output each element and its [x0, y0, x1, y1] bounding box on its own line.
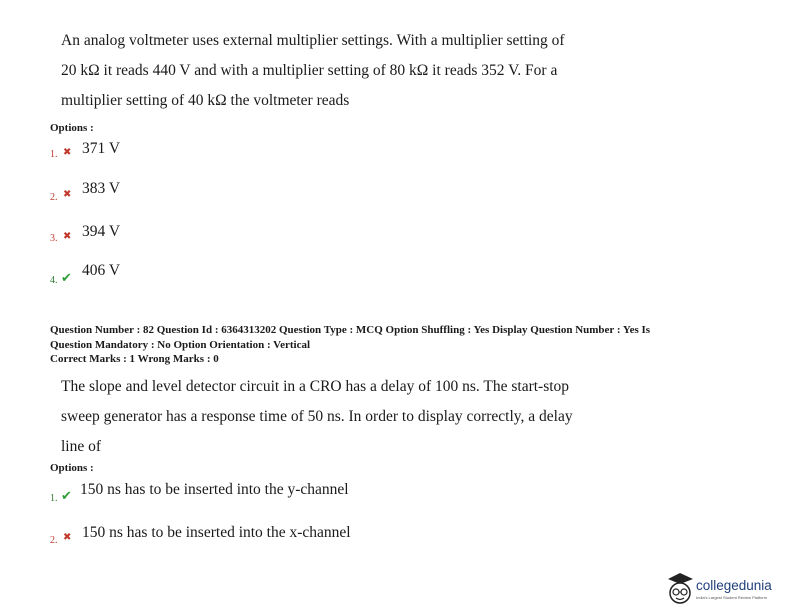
question-line: line of: [61, 438, 102, 455]
options-label: Options :: [50, 462, 94, 474]
option-text: 371 V: [82, 140, 121, 157]
question-line: 20 kΩ it reads 440 V and with a multiplier setting of 80 kΩ it reads 352 V. For a: [61, 62, 558, 79]
meta-line: Question Number : 82 Question Id : 6364313202 Question Type : MCQ Option Shuffling : Yes Display Question Number : Yes Is: [50, 324, 651, 336]
meta-line: Correct Marks : 1 Wrong Marks : 0: [50, 353, 219, 365]
cross-icon: ✖: [63, 147, 72, 158]
option-number: 1.: [50, 149, 58, 160]
question-1-text: [61, 26, 621, 116]
option-text: 394 V: [82, 223, 121, 240]
option-text: 150 ns has to be inserted into the y-channel: [80, 481, 349, 498]
option-text: 150 ns has to be inserted into the x-channel: [82, 524, 351, 541]
question-line: An analog voltmeter uses external multiplier settings. With a multiplier setting of: [61, 32, 565, 49]
option-text: 383 V: [82, 180, 121, 197]
cross-icon: ✖: [63, 532, 72, 543]
option-number: 3.: [50, 233, 58, 244]
cross-icon: ✖: [63, 189, 72, 200]
logo-tagline: India's Largest Student Review Platform: [696, 595, 768, 600]
meta-line: Question Mandatory : No Option Orientation : Vertical: [50, 338, 311, 351]
question-2-text: [61, 372, 621, 462]
question-line: multiplier setting of 40 kΩ the voltmeter reads: [61, 92, 350, 109]
option-text: 406 V: [82, 262, 121, 279]
question-meta: [50, 323, 750, 367]
check-icon: ✔: [61, 488, 72, 503]
cross-icon: ✖: [63, 231, 72, 242]
mascot-icon: [666, 571, 694, 609]
option-number: 4.: [50, 275, 58, 286]
question-line: sweep generator has a response time of 50 ns. In order to display correctly, a delay: [61, 408, 573, 425]
collegedunia-logo: [666, 571, 792, 611]
check-icon: ✔: [61, 270, 72, 285]
logo-name: collegedunia: [696, 578, 772, 593]
option-number: 2.: [50, 192, 58, 203]
question-line: The slope and level detector circuit in a CRO has a delay of 100 ns. The start-stop: [61, 378, 570, 395]
option-number: 2.: [50, 535, 58, 546]
option-number: 1.: [50, 493, 58, 504]
options-label: Options :: [50, 122, 94, 134]
